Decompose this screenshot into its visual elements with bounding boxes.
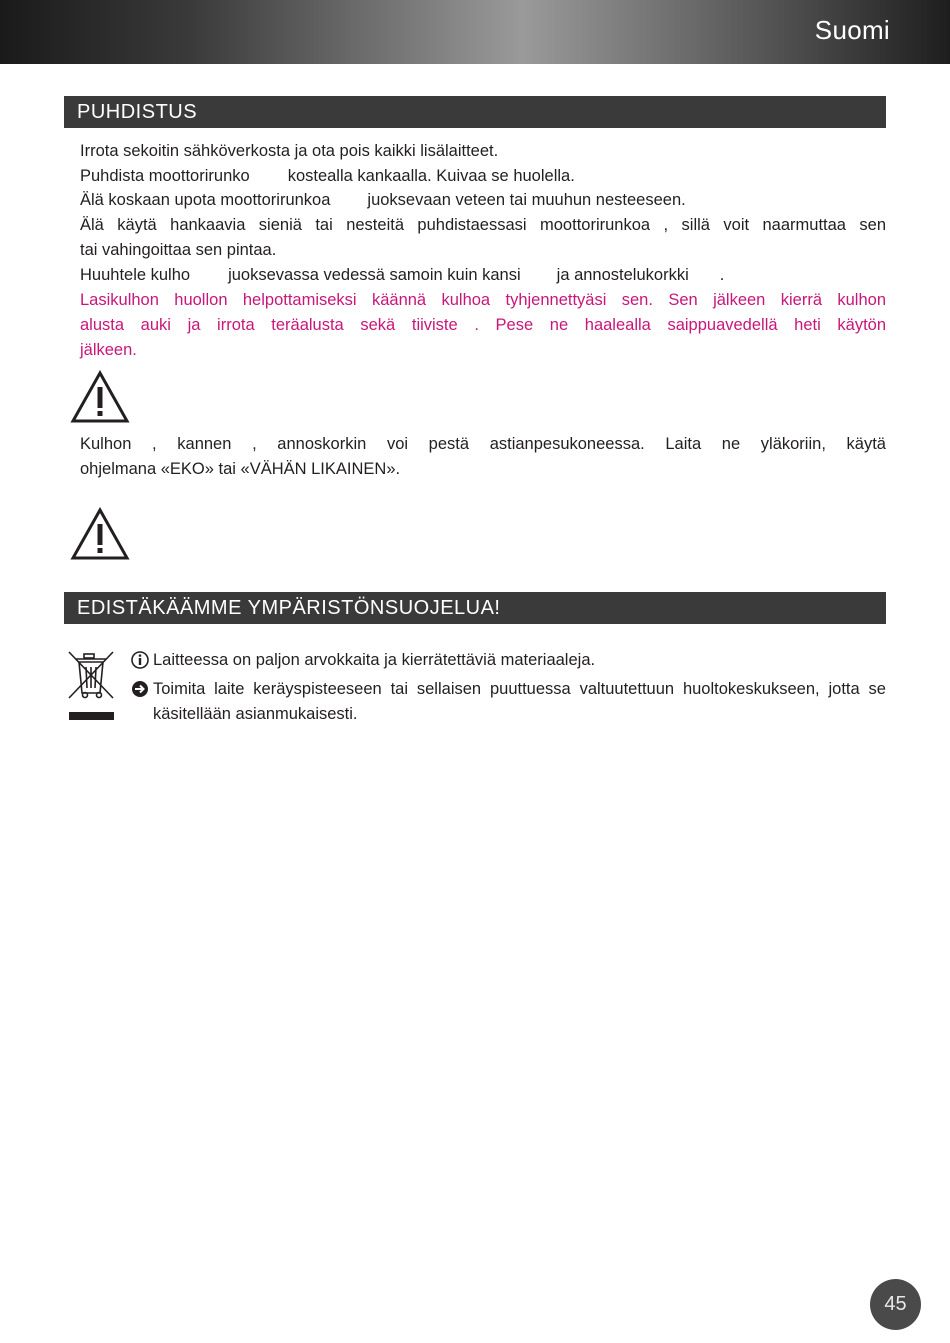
language-label: Suomi [814, 15, 890, 45]
cleaning-line-10: Kulhon , kannen , annoskorkin voi pestä astianpesukoneessa. Laita ne yläkoriin, käytä [80, 435, 886, 453]
cleaning-line-6: Huuhtele kulho juoksevassa vedessä samoin kuin kansi ja annostelukorkki . [80, 266, 725, 284]
warning-triangle-icon [70, 507, 130, 561]
crossed-bin-icon [66, 650, 118, 722]
cleaning-line-3: Älä koskaan upota moottorirunkoa juoksevaan veteen tai muuhun nesteeseen. [80, 191, 686, 209]
info-text: Laitteessa on paljon arvokkaita ja kierrätettäviä materiaaleja. [153, 651, 596, 669]
cleaning-line-4: Älä käytä hankaavia sieniä tai nesteitä puhdistaessasi moottorirunkoa , sillä voit naarmuttaa sen [80, 216, 886, 234]
section-title-cleaning: PUHDISTUS [64, 96, 886, 128]
cleaning-line-11: ohjelmana «EKO» tai «VÄHÄN LIKAINEN». [80, 460, 401, 478]
arrow-right-circle-icon [130, 677, 150, 702]
cleaning-line-9: jälkeen. [80, 341, 137, 359]
cleaning-line-2: Puhdista moottorirunko kostealla kankaalla. Kuivaa se huolella. [80, 167, 575, 185]
cleaning-line-5: tai vahingoittaa sen pintaa. [80, 241, 277, 259]
warning-triangle-icon [70, 370, 130, 424]
header-bar [0, 0, 950, 64]
cleaning-line-8: alusta auki ja irrota teräalusta sekä tiiviste . Pese ne haalealla saippuavedellä heti käytön [80, 316, 887, 334]
section-title-environment: EDISTÄKÄÄMME YMPÄRISTÖNSUOJELUA! [64, 592, 886, 624]
page-number: 45 [870, 1279, 921, 1330]
cleaning-line-1: Irrota sekoitin sähköverkosta ja ota pois kaikki lisälaitteet. [80, 142, 499, 160]
action-text: Toimita laite keräyspisteeseen tai sellaisen puuttuessa valtuutettuun huoltokeskukseen, jotta se käsitellään asianmukaisesti. [153, 680, 886, 723]
cleaning-line-7: Lasikulhon huollon helpottamiseksi käännä kulhoa tyhjennettyäsi sen. Sen jälkeen kierrä kulhon [80, 291, 886, 309]
info-circle-icon [130, 648, 150, 673]
